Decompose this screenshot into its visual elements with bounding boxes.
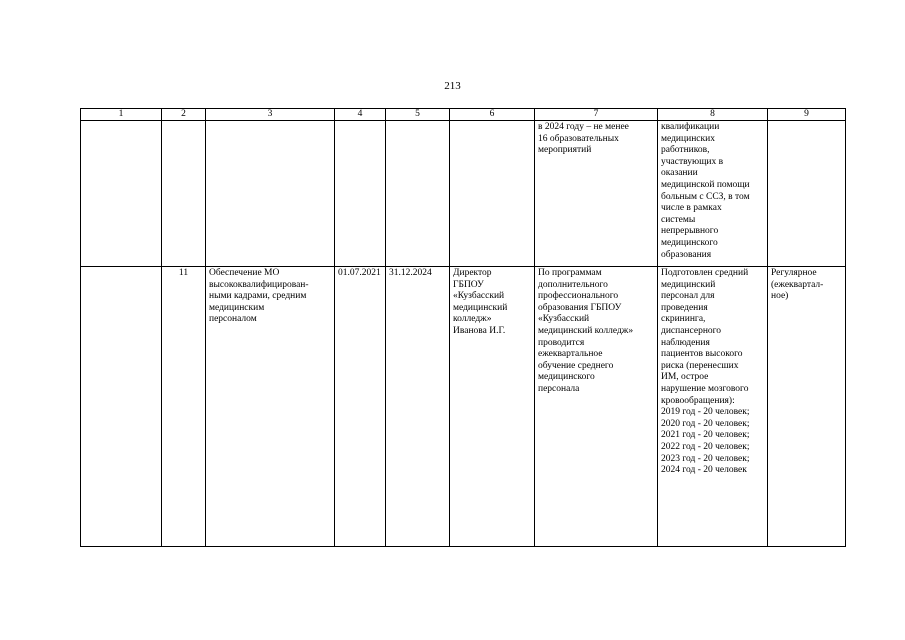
column-header-6: 6 bbox=[450, 109, 535, 121]
table-row bbox=[81, 267, 846, 547]
row-2-end-date-cell bbox=[386, 267, 450, 547]
column-header-5: 5 bbox=[386, 109, 450, 121]
column-header-3: 3 bbox=[206, 109, 335, 121]
row-2-activity-cell bbox=[206, 267, 335, 547]
cell-text: квалификации медицинских работников, участвующих в оказании медицинской помощи больным с ССЗ, в том числе в рамках системы непрерывного медицинского образования bbox=[661, 122, 750, 260]
cell-text: Регулярное (ежеквартал- ное) bbox=[771, 268, 824, 302]
cell-text: 31.12.2024 bbox=[389, 268, 432, 278]
row-1-activity-cell bbox=[206, 121, 335, 267]
plan-table bbox=[80, 108, 846, 547]
row-2-start-date-cell bbox=[335, 267, 386, 547]
row-1-result-cell bbox=[658, 121, 768, 267]
cell-text: Подготовлен средний медицинский персонал для проведения скрининга, диспансерного наблюдения пациентов высокого риска (перенесших ИМ, острое нарушение мозгового кровообращения): 2019 год - 20 человек; 2020 год - 20 человек; 2021 год - 20 человек; 2022 год - 20 человек; 2023 год - 20 человек; 2024 год - 20 человек bbox=[661, 268, 750, 476]
cell-text: 11 bbox=[178, 268, 189, 278]
cell-text: Директор ГБПОУ «Кузбасский медицинский колледж» Иванова И.Г. bbox=[453, 268, 508, 336]
column-header-9: 9 bbox=[768, 109, 846, 121]
cell-text: в 2024 году – не менее 16 образовательных мероприятий bbox=[538, 122, 629, 156]
row-1-description-cell bbox=[535, 121, 658, 267]
row-1-responsible-cell bbox=[450, 121, 535, 267]
cell-text: По программам дополнительного профессионального образования ГБПОУ «Кузбасский медицинский колледж» проводится ежеквартальное обучение среднего медицинского персонала bbox=[538, 268, 634, 394]
column-header-8: 8 bbox=[658, 109, 768, 121]
column-header-4: 4 bbox=[335, 109, 386, 121]
page-number: 213 bbox=[444, 80, 461, 92]
row-2-description-cell bbox=[535, 267, 658, 547]
column-header-2: 2 bbox=[162, 109, 206, 121]
row-2-number-cell bbox=[81, 267, 162, 547]
column-header-7: 7 bbox=[535, 109, 658, 121]
cell-text: 01.07.2021 bbox=[338, 268, 381, 278]
table-row bbox=[81, 121, 846, 267]
cell-text: Обеспечение МО высококвалифицирован- ными кадрами, средним медицинским персоналом bbox=[209, 268, 309, 325]
row-2-index-cell bbox=[162, 267, 206, 547]
row-2-responsible-cell bbox=[450, 267, 535, 547]
row-2-result-cell bbox=[658, 267, 768, 547]
row-1-end-date-cell bbox=[386, 121, 450, 267]
row-1-index-cell bbox=[162, 121, 206, 267]
row-2-frequency-cell bbox=[768, 267, 846, 547]
row-1-number-cell bbox=[81, 121, 162, 267]
row-1-frequency-cell bbox=[768, 121, 846, 267]
header-row bbox=[81, 109, 846, 121]
column-header-1: 1 bbox=[81, 109, 162, 121]
row-1-start-date-cell bbox=[335, 121, 386, 267]
